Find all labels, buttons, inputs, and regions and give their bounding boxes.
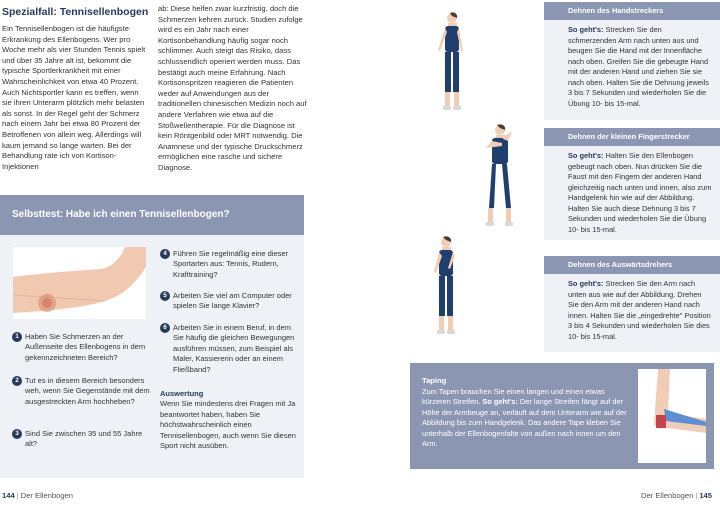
exercise-title: Dehnen des Handstreckers (544, 2, 720, 20)
question-4 (160, 249, 300, 280)
taping-lead: So geht's: (482, 397, 518, 407)
exercise-text (544, 146, 720, 240)
section-heading: Spezialfall: Tennisellenbogen (2, 6, 149, 18)
question-number-badge: 5 (160, 291, 170, 301)
exercise-title: Dehnen des Auswärtsdrehers (544, 256, 720, 274)
exercise-box-2 (544, 128, 720, 240)
exercise-text (544, 20, 720, 114)
question-text: Führen Sie regelmäßig eine dieser Sportarten aus: Tennis, Rudern, Krafttraining? (173, 249, 289, 279)
footer-right (641, 491, 712, 500)
question-5 (160, 291, 300, 312)
exercise-lead: So geht's: (568, 279, 604, 288)
elbow-photo (13, 247, 146, 319)
exercise-box-3 (544, 256, 720, 352)
selftest-title: Selbsttest: Habe ich einen Tennisellenbogen? (12, 209, 230, 220)
selftest-box (0, 195, 304, 478)
exercise-instructions: Strecken Sie den schmerzenden Arm nach unten aus und beugen Sie die Hand mit der Innenfläche nach oben. Greifen Sie die gebeugte Hand mit der anderen Hand und ziehen Sie sie nach oben. Halten Sie die Dehnung jeweils 3 bis 7 Sekunden und wiederholen Sie die Übung 10- bis 15-mal. (568, 25, 709, 108)
question-number-badge: 1 (12, 332, 22, 342)
taping-box (410, 363, 714, 469)
chapter-name: Der Ellenbogen (20, 491, 74, 500)
page-number: 145 (699, 491, 712, 500)
question-number-badge: 6 (160, 323, 170, 333)
question-text: Arbeiten Sie in einem Beruf, in dem Sie häufig die gleichen Bewegungen ausführen müssen, zum Beispiel als Maler, Kassiererin oder an einem Fließband? (173, 323, 295, 374)
question-1 (12, 332, 152, 363)
question-number-badge: 2 (12, 376, 22, 386)
question-3 (12, 429, 152, 450)
taping-title: Taping (422, 376, 447, 385)
exercise-box-1 (544, 2, 720, 120)
body-column-1: Ein Tennisellenbogen ist die häufigste Erkrankung des Ellenbogens. Wer pro Woche mehr als vier Stunden Tennis spielt und über 35 Jahre alt ist, bekommt die typische Sportlerkrankheit mit einer Wahrscheinlichkeit von etwa 40 Prozent. Auch Nichtsportler kann es treffen, wenn sie ihren Unterarm plötzlich mehr belasten als sonst. In der Regel geht der Schmerz nach einem Jahr bei etwa 80 Prozent der Betroffenen von allein weg. Allerdings will kaum jemand so lange warten. Bei der Behandlung rate ich von Kortison-Injektionen (2, 24, 146, 171)
taping-text-instructions: Der lange Streifen fängt auf der Höhe der Armbeuge an, verläuft auf dem Unterarm wie auf der Abbildung bis zum Handgelenk. Das andere Tape kleben Sie unterhalb der Ellenbogenfalte von außen nach innen um den Arm. (422, 397, 627, 449)
exercise-instructions: Halten Sie den Ellenbogen gebeugt nach oben. Nun drücken Sie die Faust mit den Fingern der anderen Hand gleichzeitig nach unten und innen, also zum Handgelenk hin wie auf der Abbildung. Halten Sie auch diese Dehnung 3 bis 7 Sekunden und wiederholen Sie die Übung 10- bis 15-mal. (568, 151, 712, 234)
exercise-figure-1 (430, 10, 470, 114)
taped-arm-illustration (638, 369, 706, 463)
selftest-header (0, 195, 304, 235)
question-number-badge: 3 (12, 429, 22, 439)
taping-text (422, 387, 627, 449)
evaluation (160, 389, 300, 451)
evaluation-title: Auswertung (160, 389, 204, 398)
page-number: 144 (2, 491, 15, 500)
exercise-lead: So geht's: (568, 25, 604, 34)
exercise-lead: So geht's: (568, 151, 604, 160)
question-2 (12, 376, 152, 407)
body-column-2: ab: Diese helfen zwar kurzfristig, doch die Schmerzen kehren zurück. Studien zufolge wird es ein Jahr nach einer Kortisonbehandlung häufig sogar noch schlimmer. Auch steigt das Risiko, dass schlussendlich operiert werden muss. Das bestätigt auch meine Erfahrung. Nach Kortisonspritzen reagieren die Patienten weder auf Anwendungen aus der traditionellen chinesischen Medizin noch auf andere Verfahren wie etwa auf die Stoßwellentherapie. Für die Diagnose ist kein Röntgenbild oder MRT notwendig. Die Anamnese und der typische Druckschmerz ermöglichen eine rasche und sichere Diagnose. (158, 4, 307, 172)
question-text: Haben Sie Schmerzen an der Außenseite des Ellenbogens in dem gekennzeichneten Bereich? (25, 332, 146, 362)
exercise-instructions: Strecken Sie den Arm nach unten aus wie auf der Abbildung. Drehen Sie den Arm mit der anderen Hand nach innen. Halten Sie die „eingedrehte" Position 3 bis 4 Sekunden und wiederholen Sie dies 10- bis 15-mal. (568, 279, 711, 341)
question-text: Sind Sie zwischen 35 und 55 Jahre alt? (25, 429, 143, 449)
elbow-illustration (13, 247, 146, 319)
exercise-figure-3 (426, 234, 466, 338)
footer-separator: | (695, 491, 698, 500)
question-text: Arbeiten Sie viel am Computer oder spielen Sie lange Klavier? (173, 291, 292, 311)
woman-stretching-figure (426, 234, 466, 338)
question-number-badge: 4 (160, 249, 170, 259)
exercise-figure-2 (476, 122, 522, 232)
evaluation-text: Wenn Sie mindestens drei Fragen mit Ja beantwortet haben, haben Sie höchstwahrscheinlich einen Tennisellenbogen, auch wenn Sie diesen Sport nicht ausüben. (160, 399, 296, 451)
taping-text-intro: Zum Tapen brauchen Sie einen langen und einen etwas kürzeren Streifen. (422, 387, 605, 407)
footer-separator: | (16, 491, 19, 500)
right-page (360, 0, 720, 507)
exercise-text (544, 274, 720, 347)
chapter-name: Der Ellenbogen (640, 491, 694, 500)
question-text: Tut es in diesem Bereich besonders weh, wenn Sie Gegenstände mit dem ausgestreckten Arm hochheben? (25, 376, 150, 406)
woman-stretching-figure (430, 10, 470, 114)
exercise-title: Dehnen der kleinen Fingerstrecker (544, 128, 720, 146)
woman-stretching-figure (476, 122, 522, 232)
footer-left (2, 491, 73, 500)
taping-photo (638, 369, 706, 463)
question-6 (160, 323, 300, 375)
